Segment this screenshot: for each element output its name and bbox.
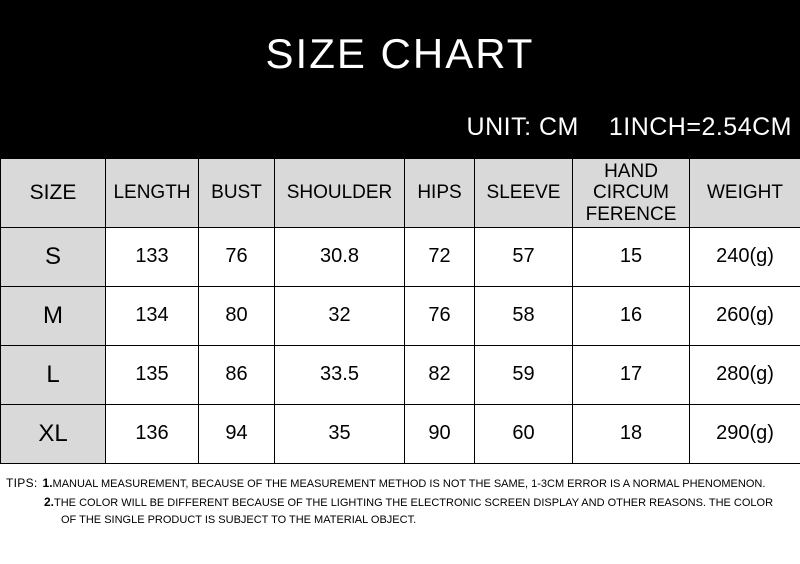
column-header-weight: WEIGHT [690, 159, 800, 228]
tips-label: TIPS: [6, 475, 38, 490]
tips-line-1 [6, 474, 794, 493]
cell-hips: 82 [405, 345, 475, 404]
cell-weight: 240(g) [690, 227, 800, 286]
cell-weight: 260(g) [690, 286, 800, 345]
tips-number-1: 1. [42, 475, 53, 490]
table-row [1, 286, 800, 345]
column-header-size: SIZE [1, 159, 106, 228]
cell-weight: 290(g) [690, 404, 800, 463]
cell-shoulder: 33.5 [275, 345, 405, 404]
cell-bust: 94 [199, 404, 275, 463]
cell-shoulder: 32 [275, 286, 405, 345]
cell-size: M [1, 286, 106, 345]
cell-shoulder: 35 [275, 404, 405, 463]
unit-label: UNIT: CM [466, 113, 579, 141]
cell-shoulder: 30.8 [275, 227, 405, 286]
unit-note [467, 113, 792, 142]
tips-text-2: THE COLOR WILL BE DIFFERENT BECAUSE OF THE LIGHTING THE ELECTRONIC SCREEN DISPLAY AND OTHER REASONS. THE COLOR [54, 496, 774, 509]
cell-hips: 76 [405, 286, 475, 345]
tips-text-3: OF THE SINGLE PRODUCT IS SUBJECT TO THE MATERIAL OBJECT. [61, 513, 417, 526]
column-header-length: LENGTH [106, 159, 199, 228]
unit-conversion: 1INCH=2.54CM [608, 113, 792, 141]
table-header-row [1, 159, 800, 228]
cell-bust: 86 [199, 345, 275, 404]
cell-bust: 76 [199, 227, 275, 286]
cell-length: 135 [106, 345, 199, 404]
cell-bust: 80 [199, 286, 275, 345]
cell-hand-circumference: 15 [573, 227, 690, 286]
cell-weight: 280(g) [690, 345, 800, 404]
column-header-bust: BUST [199, 159, 275, 228]
tips-section [0, 464, 800, 529]
column-header-sleeve: SLEEVE [475, 159, 573, 228]
cell-size: S [1, 227, 106, 286]
column-header-hand-circumference [573, 159, 690, 228]
cell-sleeve: 60 [475, 404, 573, 463]
hand-circumference-line-2: FERENCE [585, 203, 677, 225]
cell-hand-circumference: 17 [573, 345, 690, 404]
tips-text-1: MANUAL MEASUREMENT, BECAUSE OF THE MEASUREMENT METHOD IS NOT THE SAME, 1-3CM ERROR IS A NORMAL PHENOMENON. [52, 477, 766, 490]
cell-hips: 90 [405, 404, 475, 463]
tips-line-3 [6, 512, 794, 529]
cell-hand-circumference: 16 [573, 286, 690, 345]
cell-length: 134 [106, 286, 199, 345]
cell-hand-circumference: 18 [573, 404, 690, 463]
tips-line-2 [6, 493, 794, 512]
cell-size: L [1, 345, 106, 404]
cell-length: 133 [106, 227, 199, 286]
cell-hips: 72 [405, 227, 475, 286]
cell-sleeve: 58 [475, 286, 573, 345]
hand-circumference-line-1: HAND CIRCUM [593, 161, 669, 204]
cell-sleeve: 59 [475, 345, 573, 404]
chart-header [0, 0, 800, 158]
column-header-hips: HIPS [405, 159, 475, 228]
cell-sleeve: 57 [475, 227, 573, 286]
table-row [1, 227, 800, 286]
page-title: SIZE CHART [265, 30, 535, 77]
cell-length: 136 [106, 404, 199, 463]
table-row [1, 345, 800, 404]
cell-size: XL [1, 404, 106, 463]
column-header-shoulder: SHOULDER [275, 159, 405, 228]
size-table [0, 158, 800, 464]
table-row [1, 404, 800, 463]
tips-number-2: 2. [44, 494, 55, 509]
